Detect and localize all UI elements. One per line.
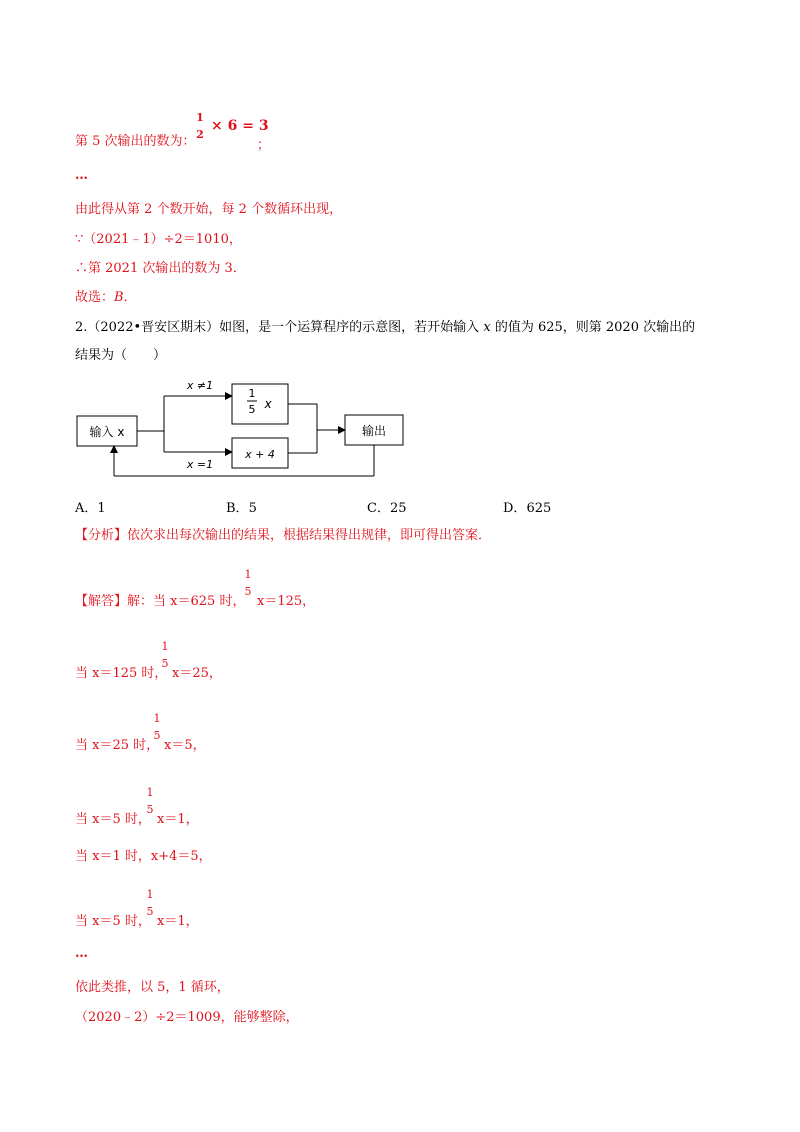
step-1-fraction: 1 5 — [244, 568, 252, 598]
solution-intro: 解： — [127, 594, 154, 609]
condition-equal-label: x =1 — [186, 458, 214, 471]
box-fraction-numerator: 1 — [248, 387, 256, 400]
option-a-letter: A． — [75, 501, 98, 516]
box-fraction-denominator: 5 — [248, 403, 256, 416]
option-d-value: 625 — [526, 501, 552, 516]
step-2-result: x＝25， — [172, 666, 222, 681]
solution-step-3: 当 x＝25 时， — [75, 738, 160, 753]
step-6-result: x＝1， — [157, 914, 199, 929]
solution-step-5 — [75, 849, 212, 865]
solution-division-text: （2020﹣2）÷2＝1009，能够整除， — [75, 1010, 299, 1025]
question-text-1: 如图，是一个运算程序的示意图，若开始输入 — [219, 320, 480, 335]
analysis-tag: 【分析】 — [75, 528, 128, 543]
fraction-numerator: 1 — [196, 111, 204, 124]
solution-cycle-text: 依此类推，以 5，1 循环， — [75, 980, 230, 995]
solution-step-1 — [75, 594, 245, 610]
step-3-fraction: 1 5 — [153, 712, 161, 742]
add-four-label: x + 4 — [245, 448, 275, 461]
solution-step-4: 当 x＝5 时， — [75, 812, 151, 827]
because-statement: ∵（2021﹣1）÷2＝1010， — [75, 232, 242, 247]
step-prefix: 当 x＝625 时， — [153, 594, 246, 609]
step-6-fraction: 1 5 — [146, 888, 154, 918]
fifth-output-line — [75, 134, 196, 150]
step-1-result: x＝125， — [257, 594, 316, 609]
output-label: 输出 — [361, 424, 387, 438]
fifth-output-prefix: 第 5 次输出的数为： — [75, 134, 196, 149]
box-fraction-var: x — [264, 397, 272, 411]
question-var-x: x — [483, 320, 491, 335]
option-c-letter: C． — [367, 501, 390, 516]
question-2-line-2: 结果为（ ） — [75, 348, 167, 363]
option-d-letter: D． — [503, 501, 527, 516]
step-2-fraction: 1 5 — [161, 640, 169, 670]
option-b-value: 5 — [248, 501, 257, 516]
divide-by-five-box — [232, 384, 288, 424]
question-2-line-1 — [75, 320, 695, 336]
step-4-result: x＝1， — [157, 812, 199, 827]
fifth-output-suffix: ； — [257, 138, 271, 153]
condition-not-equal-label: x ≠1 — [186, 379, 214, 392]
option-b[interactable] — [226, 497, 257, 516]
option-c-value: 25 — [389, 501, 407, 516]
answer-suffix: ． — [123, 290, 137, 305]
question-text-2: 的值为 625，则第 2020 次输出的 — [494, 320, 696, 335]
fifth-output-formula: × 6 = 3 — [211, 118, 269, 134]
step-5-prefix: 当 x＝1 时， — [75, 849, 151, 864]
fifth-output-fraction — [196, 112, 204, 141]
option-a[interactable] — [75, 497, 106, 516]
solution-ellipsis: … — [75, 946, 88, 961]
cycle-statement: 由此得从第 2 个数开始，每 2 个数循环出现， — [75, 202, 343, 217]
analysis-text: 依次求出每次输出的结果，根据结果得出规律，即可得出答案． — [127, 528, 492, 543]
ellipsis: … — [75, 168, 88, 183]
question-number: 2. — [75, 320, 88, 335]
step-5-result: x+4＝5， — [150, 849, 212, 864]
answer-line — [75, 290, 137, 306]
flowchart-diagram — [72, 356, 417, 481]
step-3-result: x＝5， — [164, 738, 206, 753]
option-b-letter: B． — [226, 501, 249, 516]
therefore-statement: ∴第 2021 次输出的数为 3． — [75, 261, 246, 276]
answer-letter: B — [114, 290, 124, 305]
fraction-denominator: 2 — [196, 128, 204, 141]
solution-step-6: 当 x＝5 时， — [75, 914, 151, 929]
option-d[interactable] — [503, 497, 551, 516]
option-c[interactable] — [367, 497, 407, 516]
input-label: 输入 x — [89, 425, 125, 439]
question-source: （2022•晋安区期末） — [87, 320, 220, 335]
option-a-value: 1 — [97, 501, 106, 516]
answer-prefix: 故选： — [75, 290, 115, 305]
step-4-fraction: 1 5 — [146, 786, 154, 816]
solution-tag: 【解答】 — [75, 594, 128, 609]
solution-step-2: 当 x＝125 时， — [75, 666, 168, 681]
analysis-line — [75, 528, 491, 544]
